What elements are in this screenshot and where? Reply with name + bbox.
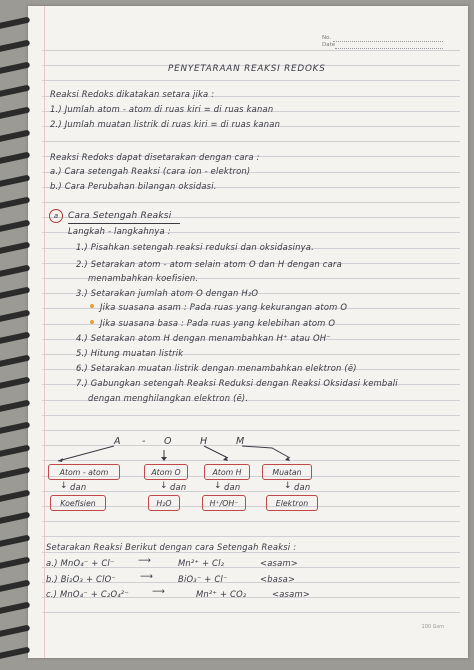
spiral-ring xyxy=(0,242,30,255)
spiral-ring xyxy=(0,512,30,525)
exercise-a-reactants: a.) MnO₄⁻ + Cl⁻ xyxy=(46,558,115,568)
dan-label: dan xyxy=(224,482,241,492)
acronym-o: O xyxy=(164,436,172,447)
spiral-ring xyxy=(0,557,30,570)
dan-label: dan xyxy=(294,482,311,492)
spiral-ring xyxy=(0,287,30,300)
step-5: 5.) Hitung muatan listrik xyxy=(76,348,184,358)
step-2: 2.) Setarakan atom - atom selain atom O dan H dengan cara xyxy=(76,259,342,269)
spiral-ring xyxy=(0,444,30,457)
spiral-ring xyxy=(0,174,30,187)
step-6: 6.) Setarakan muatan listrik dengan menambahkan elektron (ē) xyxy=(76,363,357,373)
spiral-ring xyxy=(0,377,30,390)
box-atom-atom: Atom - atom xyxy=(48,464,120,480)
box-elektron: Elektron xyxy=(266,495,318,511)
exercise-b-condition: <basa> xyxy=(260,574,296,584)
acronym-a: A xyxy=(114,436,121,447)
step-3-acid: Jika suasana asam : Pada ruas yang kekurangan atom O xyxy=(100,302,348,312)
exercise-c-products: Mn²⁺ + CO₂ xyxy=(196,589,247,599)
date-label: Date xyxy=(322,42,336,48)
spiral-ring xyxy=(0,647,30,660)
spiral-ring xyxy=(0,624,30,637)
exercise-prompt: Setarakan Reaksi Berikut dengan cara Setengah Reaksi : xyxy=(46,542,297,552)
spiral-ring xyxy=(0,309,30,322)
method-a: a.) Cara setengah Reaksi (cara ion - elektron) xyxy=(50,166,251,176)
reaction-arrow-icon: ⟶ xyxy=(152,587,165,597)
dan-label: dan xyxy=(170,482,187,492)
no-label: No. xyxy=(322,35,332,41)
paper-weight-label: 100 Gsm xyxy=(421,624,444,630)
spiral-ring xyxy=(0,129,30,142)
notebook-page xyxy=(28,6,468,658)
acronym-m: M xyxy=(236,436,245,447)
acronym-h: H xyxy=(200,436,208,447)
step-2-cont: menambahkan koefisien. xyxy=(88,273,199,283)
spiral-ring xyxy=(0,84,30,97)
step-4: 4.) Setarakan atom H dengan menambahkan H⁺ atau OH⁻ xyxy=(76,333,331,343)
step-3: 3.) Setarakan jumlah atom O dengan H₂O xyxy=(76,288,259,298)
acronym-dash: - xyxy=(142,436,146,447)
step-1: 1.) Pisahkan setengah reaksi reduksi dan oksidasinya. xyxy=(76,242,314,252)
spiral-ring xyxy=(0,197,30,210)
spiral-ring xyxy=(0,219,30,232)
spiral-ring xyxy=(0,17,30,30)
method-b: b.) Cara Perubahan bilangan oksidasi. xyxy=(50,181,217,191)
box-koefisien: Koefisien xyxy=(50,495,106,511)
intro-line: Reaksi Redoks dikatakan setara jika : xyxy=(50,89,215,99)
down-arrow-icon: ↓ xyxy=(160,481,168,491)
intro-item-1: 1.) Jumlah atom - atom di ruas kiri = di ruas kanan xyxy=(50,104,274,114)
exercise-b-products: BiO₃⁻ + Cl⁻ xyxy=(178,574,228,584)
spiral-ring xyxy=(0,332,30,345)
section-badge: a xyxy=(49,209,63,223)
methods-line: Reaksi Redoks dapat disetarakan dengan cara : xyxy=(50,152,260,162)
down-arrow-icon: ↓ xyxy=(60,481,68,491)
box-atom-o: Atom O xyxy=(144,464,188,480)
step-3-base: Jika suasana basa : Pada ruas yang kelebihan atom O xyxy=(100,318,336,328)
down-arrow-icon: ↓ xyxy=(284,481,292,491)
spiral-ring xyxy=(0,39,30,52)
reaction-arrow-icon: ⟶ xyxy=(138,556,151,566)
section-heading: Cara Setengah Reaksi xyxy=(68,211,172,221)
page-title: PENYETARAAN REAKSI REDOKS xyxy=(168,64,326,74)
box-atom-h: Atom H xyxy=(204,464,250,480)
exercise-c-condition: <asam> xyxy=(272,589,311,599)
exercise-b-reactants: b.) Bi₂O₃ + ClO⁻ xyxy=(46,574,117,584)
dan-label: dan xyxy=(70,482,87,492)
box-h-oh: H⁺/OH⁻ xyxy=(202,495,246,511)
spiral-ring xyxy=(0,422,30,435)
spiral-ring xyxy=(0,152,30,165)
step-7-cont: dengan menghilangkan elektron (ē). xyxy=(88,393,249,403)
spiral-ring xyxy=(0,62,30,75)
spiral-ring xyxy=(0,467,30,480)
spiral-ring xyxy=(0,107,30,120)
steps-label: Langkah - langkahnya : xyxy=(68,226,171,236)
step-7: 7.) Gabungkan setengah Reaksi Reduksi dengan Reaksi Oksidasi kembali xyxy=(76,378,398,388)
down-arrow-icon: ↓ xyxy=(214,481,222,491)
spiral-ring xyxy=(0,264,30,277)
spiral-ring xyxy=(0,399,30,412)
exercise-a-condition: <asam> xyxy=(260,558,299,568)
spiral-ring xyxy=(0,602,30,615)
spiral-ring xyxy=(0,579,30,592)
spiral-ring xyxy=(0,354,30,367)
spiral-ring xyxy=(0,489,30,502)
box-muatan: Muatan xyxy=(262,464,312,480)
intro-item-2: 2.) Jumlah muatan listrik di ruas kiri = di ruas kanan xyxy=(50,119,281,129)
exercise-a-products: Mn²⁺ + Cl₂ xyxy=(178,558,225,568)
reaction-arrow-icon: ⟶ xyxy=(140,572,153,582)
box-h2o: H₂O xyxy=(148,495,180,511)
spiral-ring xyxy=(0,534,30,547)
exercise-c-reactants: c.) MnO₄⁻ + C₂O₄²⁻ xyxy=(46,589,129,599)
